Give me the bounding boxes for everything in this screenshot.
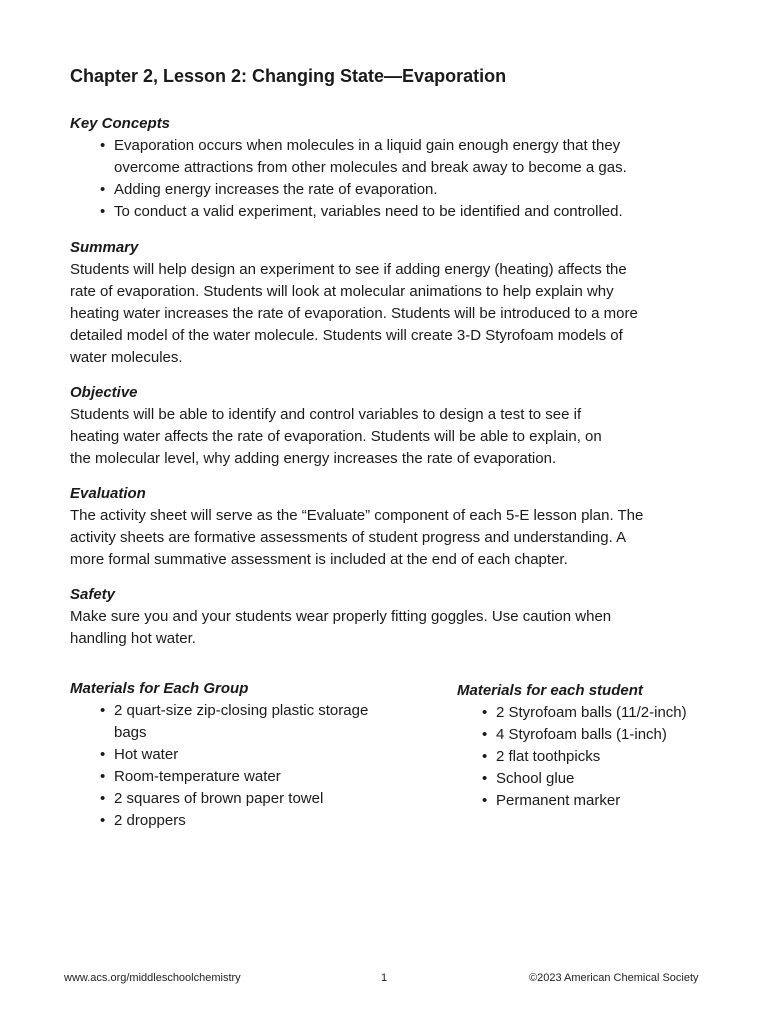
materials-group-list [70,700,430,832]
list-item-text: overcome attractions from other molecules and break away to become a gas. [114,159,627,176]
key-concepts-section [70,113,710,223]
list-item-text: • 2 flat toothpicks [496,748,601,765]
paragraph-line: Students will be able to identify and control variables to design a test to see if [70,406,582,423]
list-item [496,746,727,768]
paragraph-line: The activity sheet will serve as the “Evaluate” component of each 5-E lesson plan. The [70,507,644,524]
list-item-text: • Permanent marker [496,792,621,809]
evaluation-section [70,483,710,571]
materials-group-heading: Materials for Each Group [70,680,249,697]
list-item [114,810,430,832]
footer-url-link[interactable]: www.acs.org/middleschoolchemistry [64,972,241,984]
paragraph-line: handling hot water. [70,630,196,647]
list-item-text: • 2 squares of brown paper towel [114,790,324,807]
page-title: Chapter 2, Lesson 2: Changing State—Evaporation [70,66,507,86]
list-item [114,179,710,201]
objective-section [70,382,710,470]
list-item [114,788,430,810]
list-item [114,201,710,223]
paragraph-line: Make sure you and your students wear properly fitting goggles. Use caution when [70,608,612,625]
list-item-text: • Evaporation occurs when molecules in a liquid gain enough energy that they [114,137,621,154]
summary-section [70,237,710,369]
paragraph-line: Students will help design an experiment to see if adding energy (heating) affects the [70,261,627,278]
paragraph-line: more formal summative assessment is included at the end of each chapter. [70,551,568,568]
footer-page-number: 1 [381,972,388,984]
materials-student-heading: Materials for each student [457,682,643,699]
list-item-text: • 2 Styrofoam balls (11/2-inch) [496,704,687,721]
paragraph-line: heating water increases the rate of evaporation. Students will be introduced to a more [70,305,638,322]
materials-student-list [457,702,727,812]
list-item [496,790,727,812]
list-item-text: • Hot water [114,746,179,763]
list-item [114,135,710,179]
materials-group-section [70,678,430,832]
safety-heading: Safety [70,586,116,603]
paragraph-line: rate of evaporation. Students will look at molecular animations to help explain why [70,283,614,300]
objective-heading: Objective [70,384,138,401]
list-item-text: • School glue [496,770,575,787]
list-item-text: bags [114,724,147,741]
list-item [496,768,727,790]
paragraph-line: detailed model of the water molecule. Students will create 3-D Styrofoam models of [70,327,623,344]
paragraph-line: activity sheets are formative assessments of student progress and understanding. A [70,529,627,546]
list-item-text: • 2 droppers [114,812,186,829]
list-item [496,702,727,724]
list-item-text: • Adding energy increases the rate of evaporation. [114,181,438,198]
paragraph-line: water molecules. [70,349,183,366]
list-item [114,766,430,788]
list-item-text: • Room-temperature water [114,768,281,785]
list-item [496,724,727,746]
key-concepts-heading: Key Concepts [70,115,171,132]
evaluation-heading: Evaluation [70,485,146,502]
list-item-text: • To conduct a valid experiment, variables need to be identified and controlled. [114,203,623,220]
key-concepts-list [70,135,710,223]
materials-student-section [457,680,727,812]
footer-copyright: ©2023 American Chemical Society [529,972,699,984]
safety-section [70,584,710,650]
list-item-text: • 4 Styrofoam balls (1-inch) [496,726,667,743]
paragraph-line: heating water affects the rate of evaporation. Students will be able to explain, on [70,428,602,445]
list-item [114,700,430,744]
paragraph-line: the molecular level, why adding energy increases the rate of evaporation. [70,450,557,467]
list-item-text: • 2 quart-size zip-closing plastic storage [114,702,369,719]
summary-heading: Summary [70,239,139,256]
list-item [114,744,430,766]
